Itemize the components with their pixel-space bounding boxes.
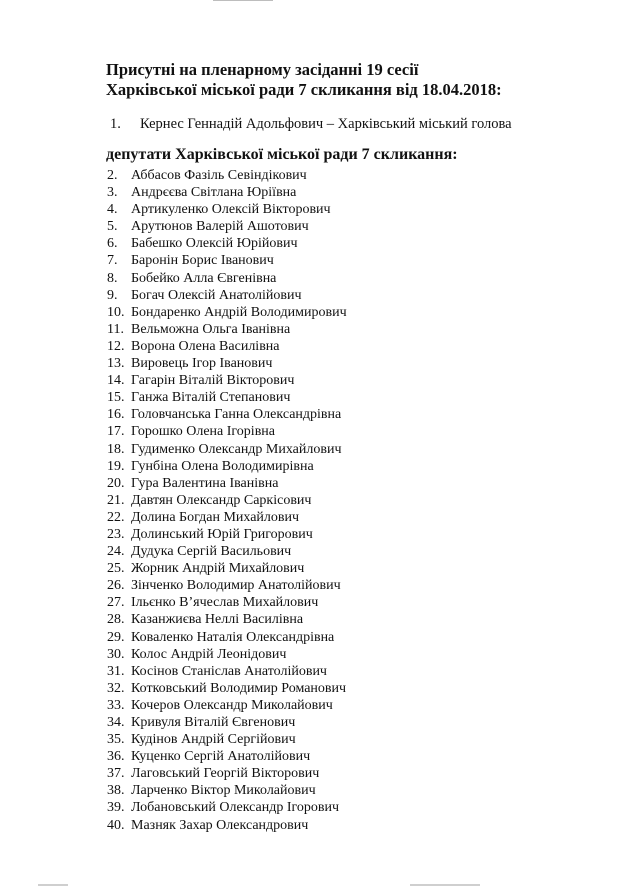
list-item <box>107 560 347 577</box>
deputy-name: Арутюнов Валерій Ашотович <box>131 219 309 235</box>
list-item <box>107 680 347 697</box>
deputy-name: Вировець Ігор Іванович <box>131 356 273 372</box>
item-number: 39. <box>107 800 125 816</box>
item-number: 11. <box>107 321 124 337</box>
list-item <box>107 287 347 304</box>
item-number: 19. <box>107 458 125 474</box>
item-number: 1. <box>110 116 121 132</box>
item-number: 23. <box>107 526 125 542</box>
item-number: 15. <box>107 390 125 406</box>
deputy-name: Ганжа Віталій Степанович <box>131 390 291 406</box>
list-item <box>107 765 347 782</box>
item-number: 31. <box>107 663 125 679</box>
item-number: 33. <box>107 697 125 713</box>
scan-artifact <box>410 884 480 886</box>
item-number: 14. <box>107 373 125 389</box>
item-number: 5. <box>107 219 118 235</box>
deputy-name: Головчанська Ганна Олександрівна <box>131 407 342 423</box>
deputy-name: Вельможна Ольга Іванівна <box>131 321 291 337</box>
item-number: 35. <box>107 732 125 748</box>
deputy-name: Лаговський Георгій Вікторович <box>131 766 320 782</box>
deputy-name: Артикуленко Олексій Вікторович <box>131 202 331 218</box>
list-item <box>107 304 347 321</box>
deputy-name: Жорник Андрій Михайлович <box>131 561 305 577</box>
item-number: 9. <box>107 287 118 303</box>
deputy-name: Долина Богдан Михайлович <box>131 509 300 525</box>
mayor-entry <box>110 115 512 133</box>
list-item <box>107 184 347 201</box>
deputy-name: Зінченко Володимир Анатолійович <box>131 578 341 594</box>
list-item <box>107 218 347 235</box>
list-item <box>107 799 347 816</box>
item-number: 13. <box>107 356 125 372</box>
list-item <box>107 543 347 560</box>
item-number: 36. <box>107 749 125 765</box>
list-item <box>107 406 347 423</box>
deputy-name: Колос Андрій Леонідович <box>131 646 287 662</box>
list-item <box>107 167 347 184</box>
item-number: 12. <box>107 338 125 354</box>
item-number: 20. <box>107 475 125 491</box>
list-item <box>107 423 347 440</box>
deputy-name: Мазняк Захар Олександрович <box>131 817 309 833</box>
deputy-name: Косінов Станіслав Анатолійович <box>131 663 327 679</box>
title-line: Харківської міської ради 7 скликання від 18.04.2018: <box>106 80 502 99</box>
item-number: 40. <box>107 817 125 833</box>
mayor-text: Кернес Геннадій Адольфович – Харківський міський голова <box>140 116 512 132</box>
list-item <box>107 577 347 594</box>
list-item <box>107 646 347 663</box>
item-number: 6. <box>107 236 118 252</box>
item-number: 10. <box>107 304 125 320</box>
deputy-name: Кочеров Олександр Миколайович <box>131 697 333 713</box>
list-item <box>107 629 347 646</box>
deputy-name: Аббасов Фазіль Севіндікович <box>131 168 307 183</box>
deputies-list <box>107 167 347 834</box>
list-item <box>107 458 347 475</box>
deputy-name: Куценко Сергій Анатолійович <box>131 749 311 765</box>
list-item <box>107 748 347 765</box>
deputy-name: Андрєєва Світлана Юріївна <box>131 185 297 201</box>
item-number: 37. <box>107 766 125 782</box>
deputy-name: Бобейко Алла Євгенівна <box>131 270 277 286</box>
item-number: 27. <box>107 595 125 611</box>
scan-artifact <box>213 0 273 1</box>
deputy-name: Коваленко Наталія Олександрівна <box>131 629 335 645</box>
deputy-name: Баронін Борис Іванович <box>131 253 274 269</box>
deputy-name: Ларченко Віктор Миколайович <box>131 783 316 799</box>
list-item <box>107 235 347 252</box>
list-item <box>107 782 347 799</box>
item-number: 30. <box>107 646 125 662</box>
deputy-name: Кудінов Андрій Сергійович <box>131 732 296 748</box>
item-number: 32. <box>107 680 125 696</box>
list-item <box>107 355 347 372</box>
list-item <box>107 389 347 406</box>
list-item <box>107 663 347 680</box>
deputies-heading: депутати Харківської міської ради 7 скликання: <box>106 146 458 163</box>
deputy-name: Котковський Володимир Романович <box>131 680 347 696</box>
deputy-name: Горошко Олена Ігорівна <box>131 424 276 440</box>
item-number: 38. <box>107 783 125 799</box>
deputy-name: Казанжиєва Неллі Василівна <box>131 612 304 628</box>
list-item <box>107 252 347 269</box>
list-item <box>107 509 347 526</box>
scan-artifact <box>38 884 68 886</box>
list-item <box>107 594 347 611</box>
item-number: 26. <box>107 578 125 594</box>
item-number: 4. <box>107 202 118 218</box>
deputy-name: Долинський Юрій Григорович <box>131 526 313 542</box>
deputy-name: Лобановський Олександр Ігорович <box>131 800 340 816</box>
item-number: 29. <box>107 629 125 645</box>
item-number: 3. <box>107 185 118 201</box>
title-line: Присутні на пленарному засіданні 19 сесії <box>106 60 419 79</box>
deputy-name: Гунбіна Олена Володимирівна <box>131 458 314 474</box>
deputy-name: Ворона Олена Василівна <box>131 338 280 354</box>
deputy-name: Давтян Олександр Саркісович <box>131 492 312 508</box>
list-item <box>107 731 347 748</box>
item-number: 18. <box>107 441 125 457</box>
list-item <box>107 338 347 355</box>
list-item <box>107 611 347 628</box>
deputy-name: Дудука Сергій Васильович <box>131 544 292 560</box>
item-number: 24. <box>107 544 125 560</box>
list-item <box>107 270 347 287</box>
deputy-name: Бондаренко Андрій Володимирович <box>131 304 347 320</box>
item-number: 22. <box>107 509 125 525</box>
list-item <box>107 714 347 731</box>
list-item <box>107 441 347 458</box>
item-number: 17. <box>107 424 125 440</box>
list-item <box>107 372 347 389</box>
deputy-name: Гудименко Олександр Михайлович <box>131 441 342 457</box>
list-item <box>107 475 347 492</box>
deputy-name: Кривуля Віталій Євгенович <box>131 715 296 730</box>
list-item <box>107 817 347 834</box>
item-number: 28. <box>107 612 125 628</box>
item-number: 8. <box>107 270 118 286</box>
deputy-name: Бабешко Олексій Юрійович <box>131 236 298 252</box>
list-item <box>107 321 347 338</box>
deputy-name: Гура Валентина Іванівна <box>131 475 279 491</box>
list-item <box>107 526 347 543</box>
list-item <box>107 697 347 714</box>
deputy-name: Ільєнко В’ячеслав Михайлович <box>131 595 319 611</box>
item-number: 21. <box>107 492 125 508</box>
item-number: 34. <box>107 715 125 730</box>
deputy-name: Богач Олексій Анатолійович <box>131 287 302 303</box>
item-number: 2. <box>107 168 118 183</box>
deputy-name: Гагарін Віталій Вікторович <box>131 373 295 389</box>
list-item <box>107 201 347 218</box>
document-title <box>106 60 502 100</box>
item-number: 25. <box>107 561 125 577</box>
item-number: 16. <box>107 407 125 423</box>
item-number: 7. <box>107 253 118 269</box>
list-item <box>107 492 347 509</box>
